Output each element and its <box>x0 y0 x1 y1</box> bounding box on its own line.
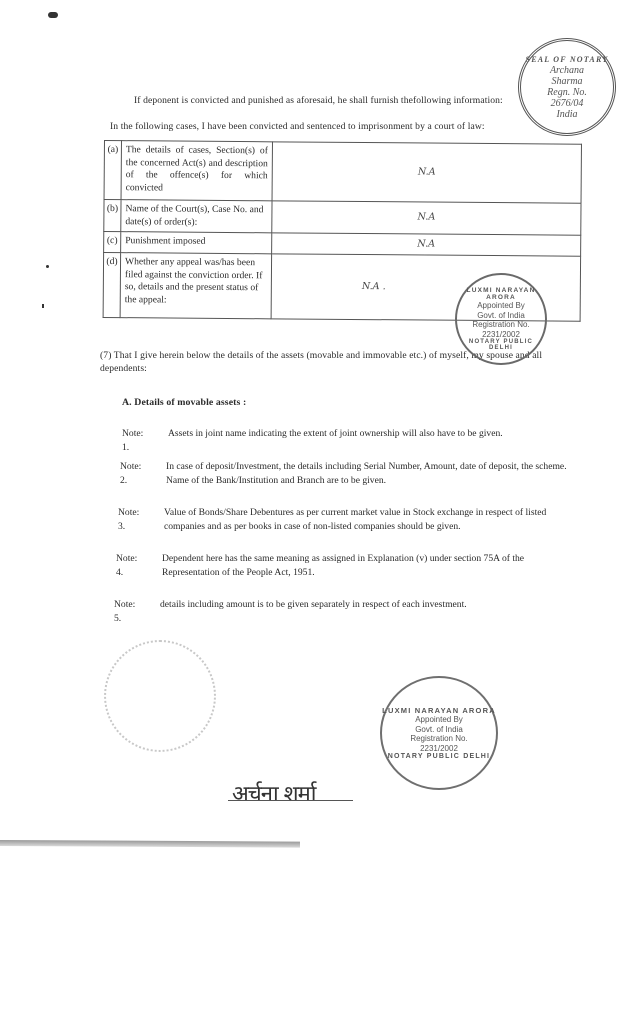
notary-stamp: LUXMI NARAYAN ARORA Appointed By Govt. of India Registration No. 2231/2002 NOTARY PUBLIC DELHI <box>455 273 547 365</box>
note-text: In case of deposit/Investment, the details including Serial Number, Amount, date of deposit, the scheme. Name of the Bank/Institution and Branch are to be given. <box>166 461 567 486</box>
row-index: (b) <box>104 200 121 232</box>
table-row <box>104 200 581 236</box>
row-index: (c) <box>104 232 121 253</box>
signature-underline <box>228 800 353 801</box>
row-question: Punishment imposed <box>121 232 272 254</box>
row-question: The details of cases, Section(s) of the concerned Act(s) and description of the offence(s) for which convicted <box>121 141 272 201</box>
note-label: Note: 5. <box>114 599 136 624</box>
scan-dot <box>42 304 44 308</box>
note-label: Note: 1. <box>122 428 144 453</box>
note-text: Value of Bonds/Share Debentures as per current market value in Stock exchange in respect of listed companies and as per books in case of non-listed companies should be given. <box>164 507 547 532</box>
row-index: (d) <box>103 253 121 318</box>
row-answer: N.A <box>272 142 581 203</box>
note-label: Note: 2. <box>120 461 142 486</box>
note-text: details including amount is to be given separately in respect of each investment. <box>160 599 467 610</box>
signature: अर्चना शर्मा <box>232 782 316 807</box>
row-question: Name of the Court(s), Case No. and date(s) of order(s): <box>121 200 272 233</box>
assets-intro: (7) That I give herein below the details of the assets (movable and immovable etc.) of myself, my spouse and all dependents: <box>100 350 543 374</box>
row-answer: N.A <box>272 201 581 236</box>
faded-stamp <box>104 640 216 752</box>
row-answer: N.A <box>272 233 581 256</box>
page-edge-shadow <box>0 840 300 848</box>
scan-dot <box>46 265 49 268</box>
section-heading: A. Details of movable assets : <box>122 397 247 408</box>
scan-mark <box>48 12 58 18</box>
notary-seal-stamp: SEAL OF NOTARY Archana Sharma Regn. No. 2676/04 India <box>518 38 616 136</box>
row-answer: N.A . <box>271 254 581 321</box>
intro-line-2: In the following cases, I have been convicted and sentenced to imprisonment by a court of law: <box>110 121 485 132</box>
row-index: (a) <box>104 141 121 200</box>
table-row <box>104 141 581 204</box>
note-text: Dependent here has the same meaning as assigned in Explanation (v) under section 75A of the Representation of the People Act, 1951. <box>162 553 525 578</box>
intro-line-1: If deponent is convicted and punished as aforesaid, he shall furnish thefollowing information: <box>134 95 503 106</box>
row-question: Whether any appeal was/has been filed against the conviction order. If so, details and the present status of the appeal: <box>120 253 272 319</box>
note-label: Note: 4. <box>116 553 138 578</box>
notary-stamp: LUXMI NARAYAN ARORA Appointed By Govt. of India Registration No. 2231/2002 NOTARY PUBLIC DELHI <box>380 676 498 790</box>
note-text: Assets in joint name indicating the extent of joint ownership will also have to be given. <box>168 428 503 439</box>
note-label: Note: 3. <box>118 507 140 532</box>
